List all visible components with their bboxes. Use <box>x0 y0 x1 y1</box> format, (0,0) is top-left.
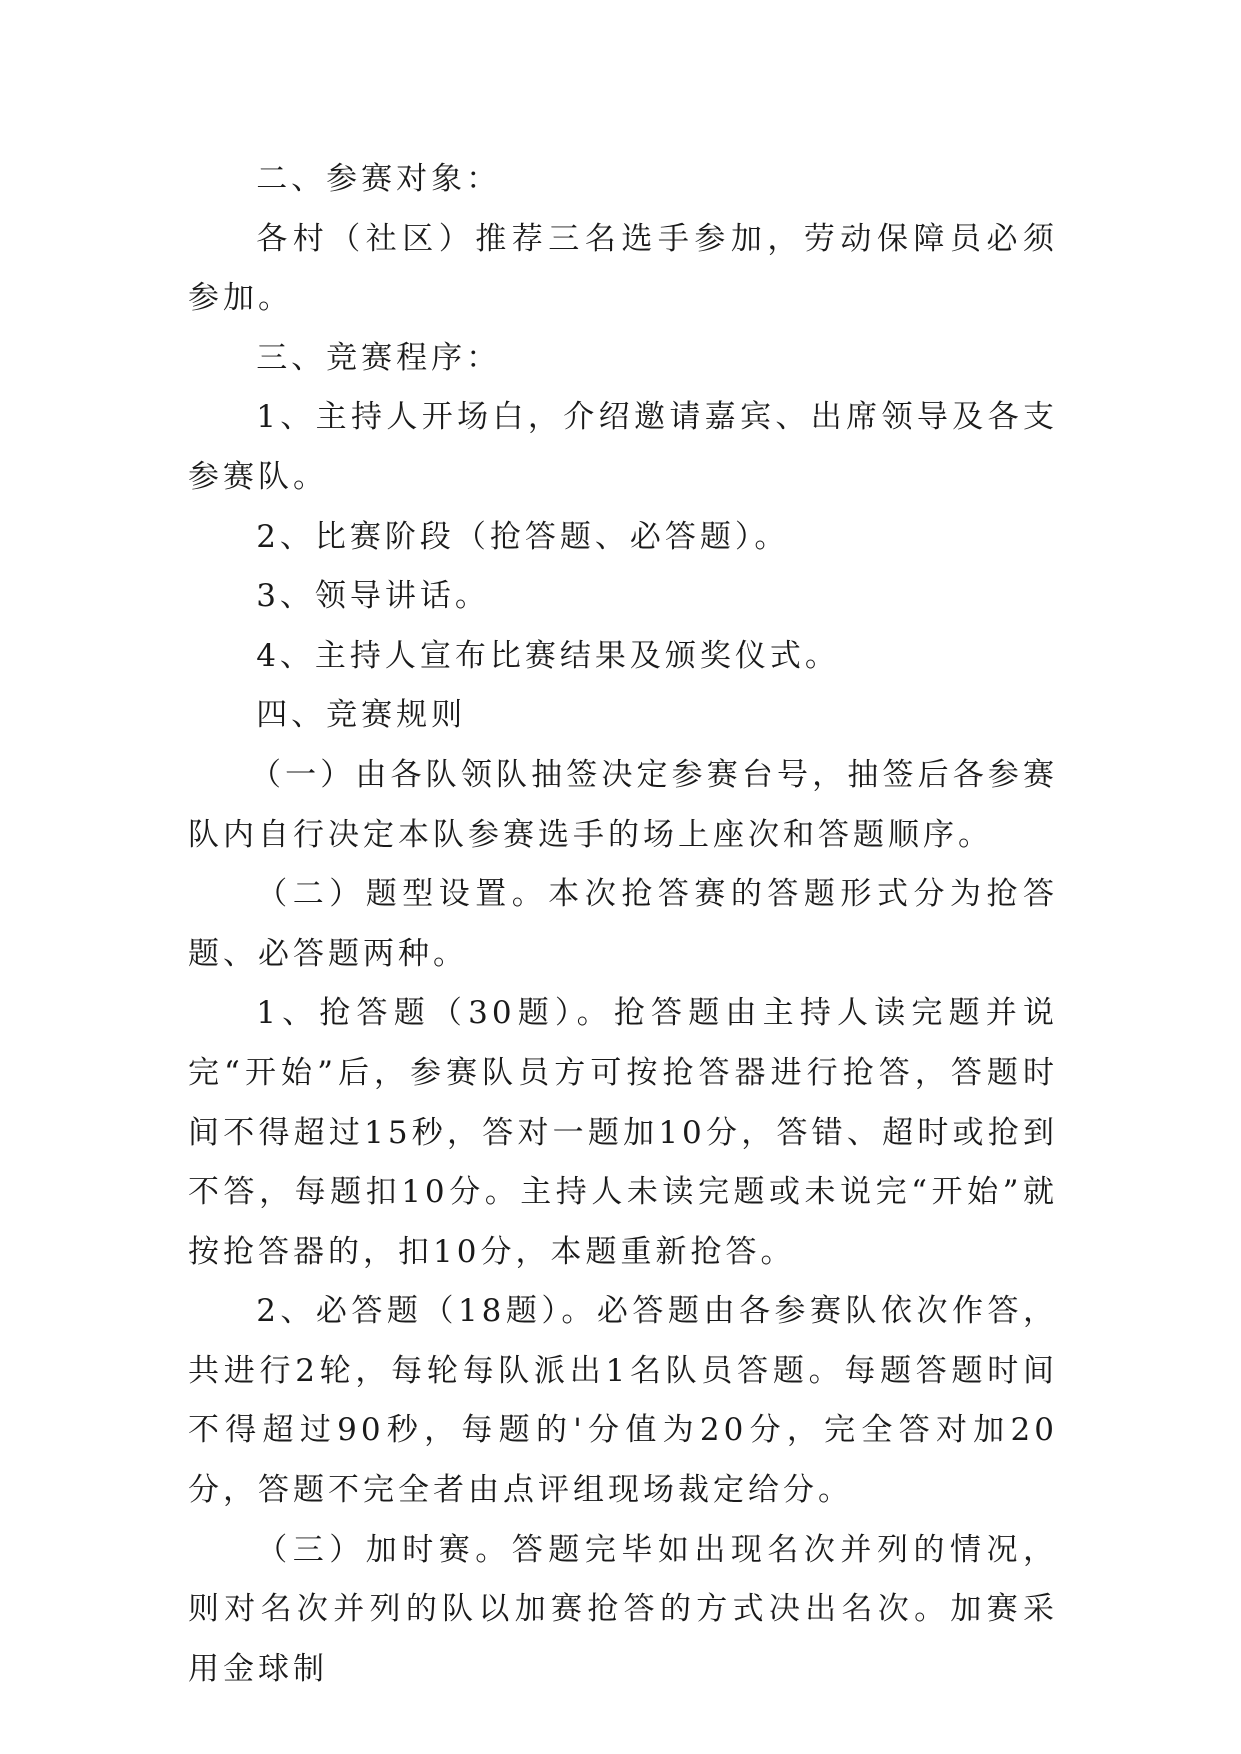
rule-2-item-1: 1、抢答题（30题）。抢答题由主持人读完题并说完“开始”后，参赛队员方可按抢答器进行抢答，答题时间不得超过15秒，答对一题加10分，答错、超时或抢到不答，每题扣10分。主持人未读完题或未说完“开始”就按抢答器的，扣10分，本题重新抢答。 <box>188 995 1058 1270</box>
procedure-step-1: 1、主持人开场白，介绍邀请嘉宾、出席领导及各支参赛队。 <box>188 399 1058 495</box>
procedure-step-4: 4、主持人宣布比赛结果及颁奖仪式。 <box>256 637 840 674</box>
rule-2-item-2: 2、必答题（18题）。必答题由各参赛队依次作答，共进行2轮，每轮每队派出1名队员答题。每题答题时间不得超过90秒，每题的'分值为20分，完全答对加20分，答题不完全者由点评组现场裁定给分。 <box>188 1293 1058 1509</box>
rule-3-paragraph: （三）加时赛。答题完毕如出现名次并列的情况，则对名次并列的队以加赛抢答的方式决出名次。加赛采用金球制 <box>188 1531 1058 1687</box>
heading-procedure: 三、竞赛程序： <box>256 339 502 376</box>
rule-1-paragraph: （一）由各队领队抽签决定参赛台号，抽签后各参赛队内自行决定本队参赛选手的场上座次和答题顺序。 <box>188 756 1058 853</box>
procedure-step-3: 3、领导讲话。 <box>256 578 490 615</box>
document-body <box>188 150 1058 1699</box>
heading-rules: 四、竞赛规则 <box>256 697 467 734</box>
rule-2-paragraph: （二）题型设置。本次抢答赛的答题形式分为抢答题、必答题两种。 <box>188 876 1058 972</box>
paragraph-participants: 各村（社区）推荐三名选手参加，劳动保障员必须参加。 <box>188 220 1058 317</box>
procedure-step-2: 2、比赛阶段（抢答题、必答题）。 <box>256 518 790 555</box>
heading-participants: 二、参赛对象： <box>256 161 502 197</box>
